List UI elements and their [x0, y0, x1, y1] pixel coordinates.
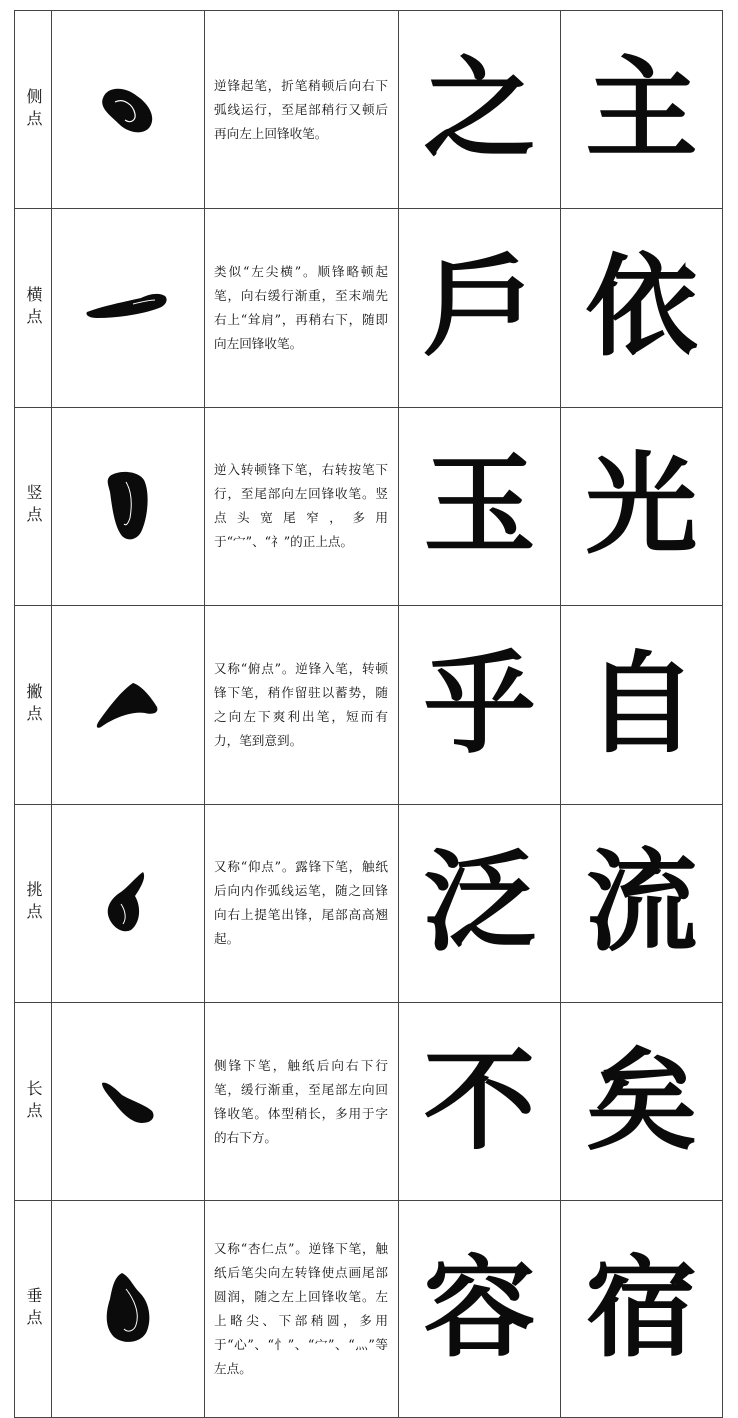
stroke-sample-cell [52, 209, 205, 407]
example-character: 宿 [585, 1244, 698, 1374]
example-character: 依 [585, 243, 698, 372]
example-char-cell [561, 11, 723, 209]
stroke-description: 类似“左尖横”。顺锋略顿起笔，向右缓行渐重，至末端先右上“耸肩”，再稍右下，随即向左回锋收笔。 [214, 264, 388, 352]
calligraphy-dot-strokes-table [14, 10, 723, 1418]
example-char-cell [561, 408, 723, 606]
table-row [15, 408, 723, 606]
example-character: 之 [423, 45, 536, 174]
left-falling-dot-stroke-icon [93, 675, 163, 735]
stroke-name: 撇点 [24, 682, 43, 727]
stroke-name: 侧点 [24, 87, 43, 132]
stroke-sample-cell [52, 805, 205, 1003]
stroke-sample-cell [52, 1201, 205, 1418]
table-row [15, 805, 723, 1003]
stroke-sample-cell [52, 1003, 205, 1201]
table-row [15, 11, 723, 209]
example-char-cell [561, 606, 723, 804]
example-character: 光 [585, 441, 698, 571]
description-cell [205, 1201, 399, 1418]
stroke-name-cell [15, 408, 52, 606]
stroke-sample-cell [52, 408, 205, 606]
example-char-cell [399, 408, 561, 606]
stroke-description: 又称“仰点”。露锋下笔，触纸后向内作弧线运笔，随之回锋向右上提笔出锋，尾部高高翘起。 [214, 859, 388, 947]
example-char-cell [561, 1201, 723, 1418]
example-char-cell [399, 11, 561, 209]
description-cell [205, 408, 399, 606]
example-char-cell [399, 209, 561, 407]
stroke-name: 竖点 [24, 484, 43, 529]
hanging-dot-stroke-icon [100, 1269, 156, 1349]
stroke-description: 又称“杏仁点”。逆锋下笔，触纸后笔尖向左转锋使点画尾部圆润，随之左上回锋收笔。左上略尖、下部稍圆，多用于“心”、“忄”、“宀”、“灬”等左点。 [214, 1241, 388, 1377]
table-row [15, 606, 723, 804]
example-char-cell [561, 209, 723, 407]
example-char-cell [399, 805, 561, 1003]
table-row [15, 1201, 723, 1418]
stroke-description: 逆入转顿锋下笔，右转按笔下行，至尾部向左回锋收笔。竖点头宽尾窄，多用于“宀”、“礻”的正上点。 [214, 462, 388, 550]
stroke-sample-cell [52, 606, 205, 804]
example-character: 主 [585, 45, 698, 174]
rising-dot-stroke-icon [103, 868, 153, 938]
stroke-name: 垂点 [24, 1287, 43, 1332]
long-dot-stroke-icon [98, 1077, 158, 1127]
stroke-name-cell [15, 11, 52, 209]
example-character: 流 [585, 838, 698, 967]
example-character: 玉 [423, 441, 536, 571]
stroke-name: 长点 [24, 1079, 43, 1124]
stroke-name: 横点 [24, 286, 43, 331]
example-character: 乎 [423, 640, 536, 769]
example-character: 自 [585, 640, 698, 769]
description-cell [205, 606, 399, 804]
description-cell [205, 805, 399, 1003]
stroke-description: 侧锋下笔，触纸后向右下行笔，缓行渐重，至尾部左向回锋收笔。体型稍长，多用于字的右下方。 [214, 1057, 388, 1145]
stroke-name-cell [15, 1201, 52, 1418]
side-dot-stroke-icon [93, 80, 163, 140]
description-cell [205, 11, 399, 209]
example-char-cell [399, 606, 561, 804]
example-character: 容 [423, 1244, 536, 1374]
example-character: 不 [423, 1036, 536, 1166]
example-character: 矣 [585, 1036, 698, 1166]
table-row [15, 1003, 723, 1201]
horizontal-dot-stroke-icon [83, 288, 173, 328]
stroke-name-cell [15, 1003, 52, 1201]
stroke-description: 又称“俯点”。逆锋入笔，转顿锋下笔，稍作留驻以蓄势，随之向左下爽利出笔，短而有力，笔到意到。 [214, 660, 388, 748]
example-char-cell [561, 1003, 723, 1201]
stroke-name-cell [15, 606, 52, 804]
stroke-name-cell [15, 805, 52, 1003]
example-char-cell [399, 1201, 561, 1418]
example-character: 戶 [423, 243, 536, 372]
table-row [15, 209, 723, 407]
example-char-cell [399, 1003, 561, 1201]
vertical-dot-stroke-icon [98, 466, 158, 546]
example-character: 泛 [423, 838, 536, 967]
stroke-name: 挑点 [24, 881, 43, 926]
description-cell [205, 1003, 399, 1201]
stroke-description: 逆锋起笔，折笔稍顿后向右下弧线运行，至尾部稍行又顿后再向左上回锋收笔。 [214, 77, 388, 141]
stroke-sample-cell [52, 11, 205, 209]
description-cell [205, 209, 399, 407]
example-char-cell [561, 805, 723, 1003]
stroke-name-cell [15, 209, 52, 407]
